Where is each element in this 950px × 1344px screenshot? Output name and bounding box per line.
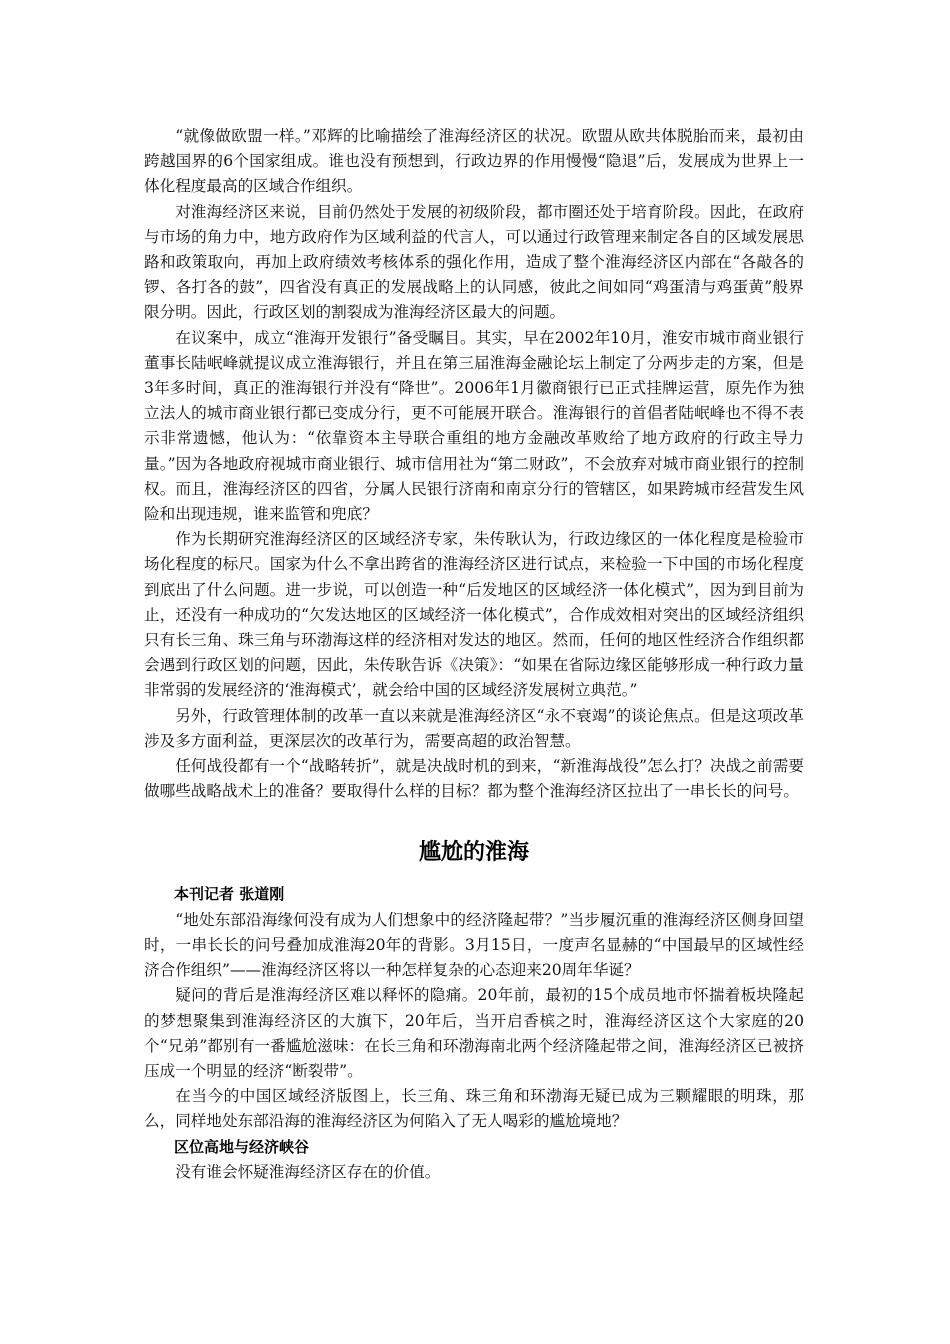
article-paragraph: “地处东部沿海缘何没有成为人们想象中的经济隆起带？”当步履沉重的淮海经济区侧身回望时，一串长长的问号叠加成淮海20年的背影。3月15日，一度声名显赫的“中国最早的区域性经济合作组织”——淮海经济区将以一种怎样复杂的心态迎来20周年华诞？ — [144, 910, 804, 980]
body-paragraph: “就像做欧盟一样。”邓辉的比喻描绘了淮海经济区的状况。欧盟从欧共体脱胎而来，最初由跨越国界的6个国家组成。谁也没有预想到，行政边界的作用慢慢“隐退”后，发展成为世界上一体化程度最高的区域合作组织。 — [144, 127, 804, 196]
body-paragraph: 作为长期研究淮海经济区的区域经济专家，朱传耿认为，行政边缘区的一体化程度是检验市场化程度的标尺。国家为什么不拿出跨省的淮海经济区进行试点，来检验一下中国的市场化程度到底出了什么问题。进一步说，可以创造一种“后发地区的区域经济一体化模式”，因为到目前为止，还没有一种成功的“欠发达地区的区域经济一体化模式”，合作成效相对突出的区域经济组织只有长三角、珠三角与环渤海这样的经济相对发达的地区。然而，任何的地区性经济合作组织都会遇到行政区划的问题，因此，朱传耿告诉《决策》：“如果在省际边缘区能够形成一种行政力量非常弱的发展经济的‘淮海模式’，就会给中国的区域经济发展树立典范。” — [144, 530, 804, 700]
article-paragraph: 在当今的中国区域经济版图上，长三角、珠三角和环渤海无疑已成为三颗耀眼的明珠，那么，同样地处东部沿海的淮海经济区为何陷入了无人喝彩的尴尬境地？ — [144, 1087, 804, 1131]
section-subheading: 区位高地与经济峡谷 — [174, 1137, 310, 1156]
article-paragraph: 疑问的背后是淮海经济区难以释怀的隐痛。20年前，最初的15个成员地市怀揣着板块隆起的梦想聚集到淮海经济区的大旗下，20年后，当开启香槟之时，淮海经济区这个大家庭的20个“兄弟”都别有一番尴尬滋味：在长三角和环渤海南北两个经济隆起带之间，淮海经济区已被挤压成一个明显的经济“断裂带”。 — [144, 986, 804, 1080]
body-paragraph: 在议案中，成立“淮海开发银行”备受瞩目。其实，早在2002年10月，淮安市城市商业银行董事长陆岷峰就提议成立淮海银行，并且在第三届淮海金融论坛上制定了分两步走的方案，但是3年多时间，真正的淮海银行并没有“降世”。2006年1月徽商银行已正式挂牌运营，原先作为独立法人的城市商业银行都已变成分行，更不可能展开联合。淮海银行的首倡者陆岷峰也不得不表示非常遗憾，他认为：“依靠资本主导联合重组的地方金融改革败给了地方政府的行政主导力量。”因为各地政府视城市商业银行、城市信用社为“第二财政”，不会放弃对城市商业银行的控制权。而且，淮海经济区的四省，分属人民银行济南和南京分行的管辖区，如果跨城市经营发生风险和出现违规，谁来监管和兜底？ — [144, 328, 804, 524]
article-byline: 本刊记者 张道刚 — [174, 885, 285, 904]
article-paragraph: 没有谁会怀疑淮海经济区存在的价值。 — [175, 1162, 441, 1181]
document-page — [144, 124, 804, 1185]
body-paragraph: 对淮海经济区来说，目前仍然处于发展的初级阶段，都市圈还处于培育阶段。因此，在政府与市场的角力中，地方政府作为区域利益的代言人，可以通过行政管理来制定各自的区域发展思路和政策取向，再加上政府绩效考核体系的强化作用，造成了整个淮海经济区内部在“各敲各的锣、各打各的鼓”，四省没有真正的发展战略上的认同感，彼此之间如同“鸡蛋清与鸡蛋黄”般界限分明。因此，行政区划的割裂成为淮海经济区最大的问题。 — [144, 202, 804, 322]
body-paragraph: 另外，行政管理体制的改革一直以来就是淮海经济区“永不衰竭”的谈论焦点。但是这项改革涉及多方面利益，更深层次的改革行为，需要高超的政治智慧。 — [144, 706, 804, 750]
body-paragraph: 任何战役都有一个“战略转折”，就是决战时机的到来，“新淮海战役”怎么打？决战之前需要做哪些战略战术上的准备？要取得什么样的目标？都为整个淮海经济区拉出了一串长长的问号。 — [144, 757, 804, 801]
article-title: 尴尬的淮海 — [418, 840, 529, 866]
